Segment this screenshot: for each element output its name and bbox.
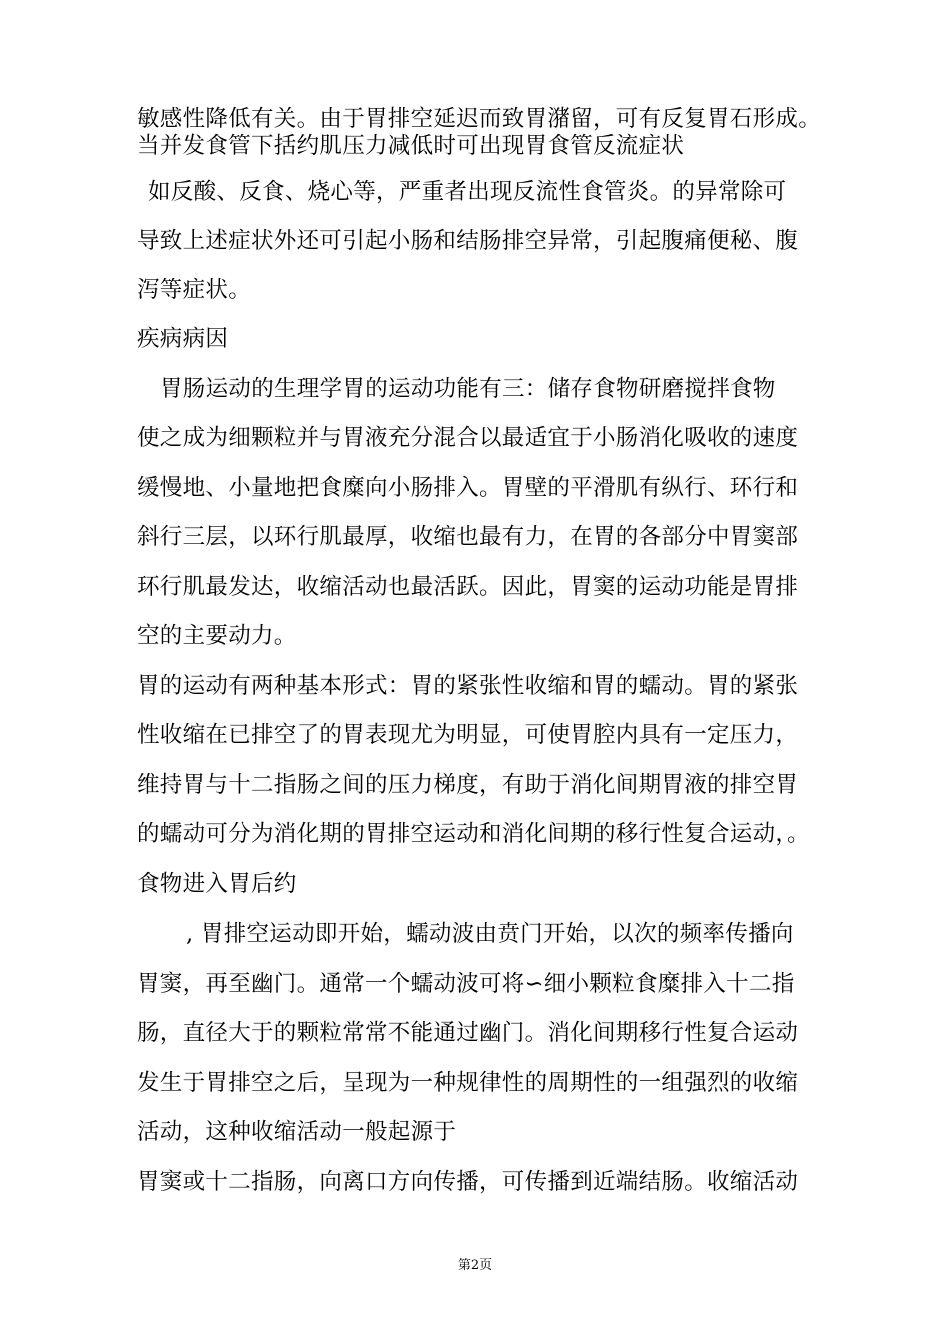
text-line-15: 维持胃与十二指肠之间的压力梯度，有助于消化间期胃液的排空胃 bbox=[137, 772, 799, 798]
text-line-2: 当并发食管下括约肌压力减低时可出现胃食管反流症状 bbox=[137, 133, 685, 159]
text-line-14: 性收缩在已排空了的胃表现尤为明显，可使胃腔内具有一定压力， bbox=[137, 722, 799, 748]
text-line-4: 导致上述症状外还可引起小肠和结肠排空异常，引起腹痛便秘、腹 bbox=[137, 228, 799, 254]
text-line-3: 如反酸、反食、烧心等，严重者出现反流性食管炎。的异常除可 bbox=[148, 179, 787, 205]
text-line-10: 斜行三层，以环行肌最厚，收缩也最有力，在胃的各部分中胃窦部 bbox=[137, 524, 799, 550]
text-line-12: 空的主要动力。 bbox=[137, 623, 297, 649]
section-heading: 疾病病因 bbox=[137, 326, 229, 352]
text-line-9: 缓慢地、小量地把食糜向小肠排入。胃壁的平滑肌有纵行、环行和 bbox=[137, 475, 799, 501]
text-line-16: 的蠕动可分为消化期的胃排空运动和消化间期的移行性复合运动，。 bbox=[137, 821, 810, 847]
text-line-21: 发生于胃排空之后，呈现为一种规律性的周期性的一组强烈的收缩 bbox=[137, 1070, 799, 1096]
text-line-18: , 胃排空运动即开始，蠕动波由贲门开始，以次的频率传播向 bbox=[186, 921, 794, 947]
text-line-13: 胃的运动有两种基本形式：胃的紧张性收缩和胃的蠕动。胃的紧张 bbox=[137, 673, 799, 699]
text-line-20: 肠，直径大于的颗粒常常不能通过幽门。消化间期移行性复合运动 bbox=[137, 1020, 799, 1046]
text-line-1: 敏感性降低有关。由于胃排空延迟而致胃潴留，可有反复胃石形成。 bbox=[137, 106, 822, 132]
page-number: 第2页 bbox=[457, 1258, 493, 1273]
text-line-23: 胃窦或十二指肠，向离口方向传播，可传播到近端结肠。收缩活动 bbox=[137, 1169, 799, 1195]
text-line-8: 使之成为细颗粒并与胃液充分混合以最适宜于小肠消化吸收的速度 bbox=[137, 425, 799, 451]
text-line-11: 环行肌最发达，收缩活动也最活跃。因此，胃窦的运动功能是胃排 bbox=[137, 574, 799, 600]
text-line-19: 胃窦，再至幽门。通常一个蠕动波可将∽细小颗粒食糜排入十二指 bbox=[137, 971, 795, 997]
text-line-5: 泻等症状。 bbox=[137, 277, 252, 303]
text-line-17: 食物进入胃后约 bbox=[137, 871, 297, 897]
text-line-22: 活动，这种收缩活动一般起源于 bbox=[137, 1119, 457, 1145]
text-line-7: 胃肠运动的生理学胃的运动功能有三：储存食物研磨搅拌食物 bbox=[160, 376, 776, 402]
